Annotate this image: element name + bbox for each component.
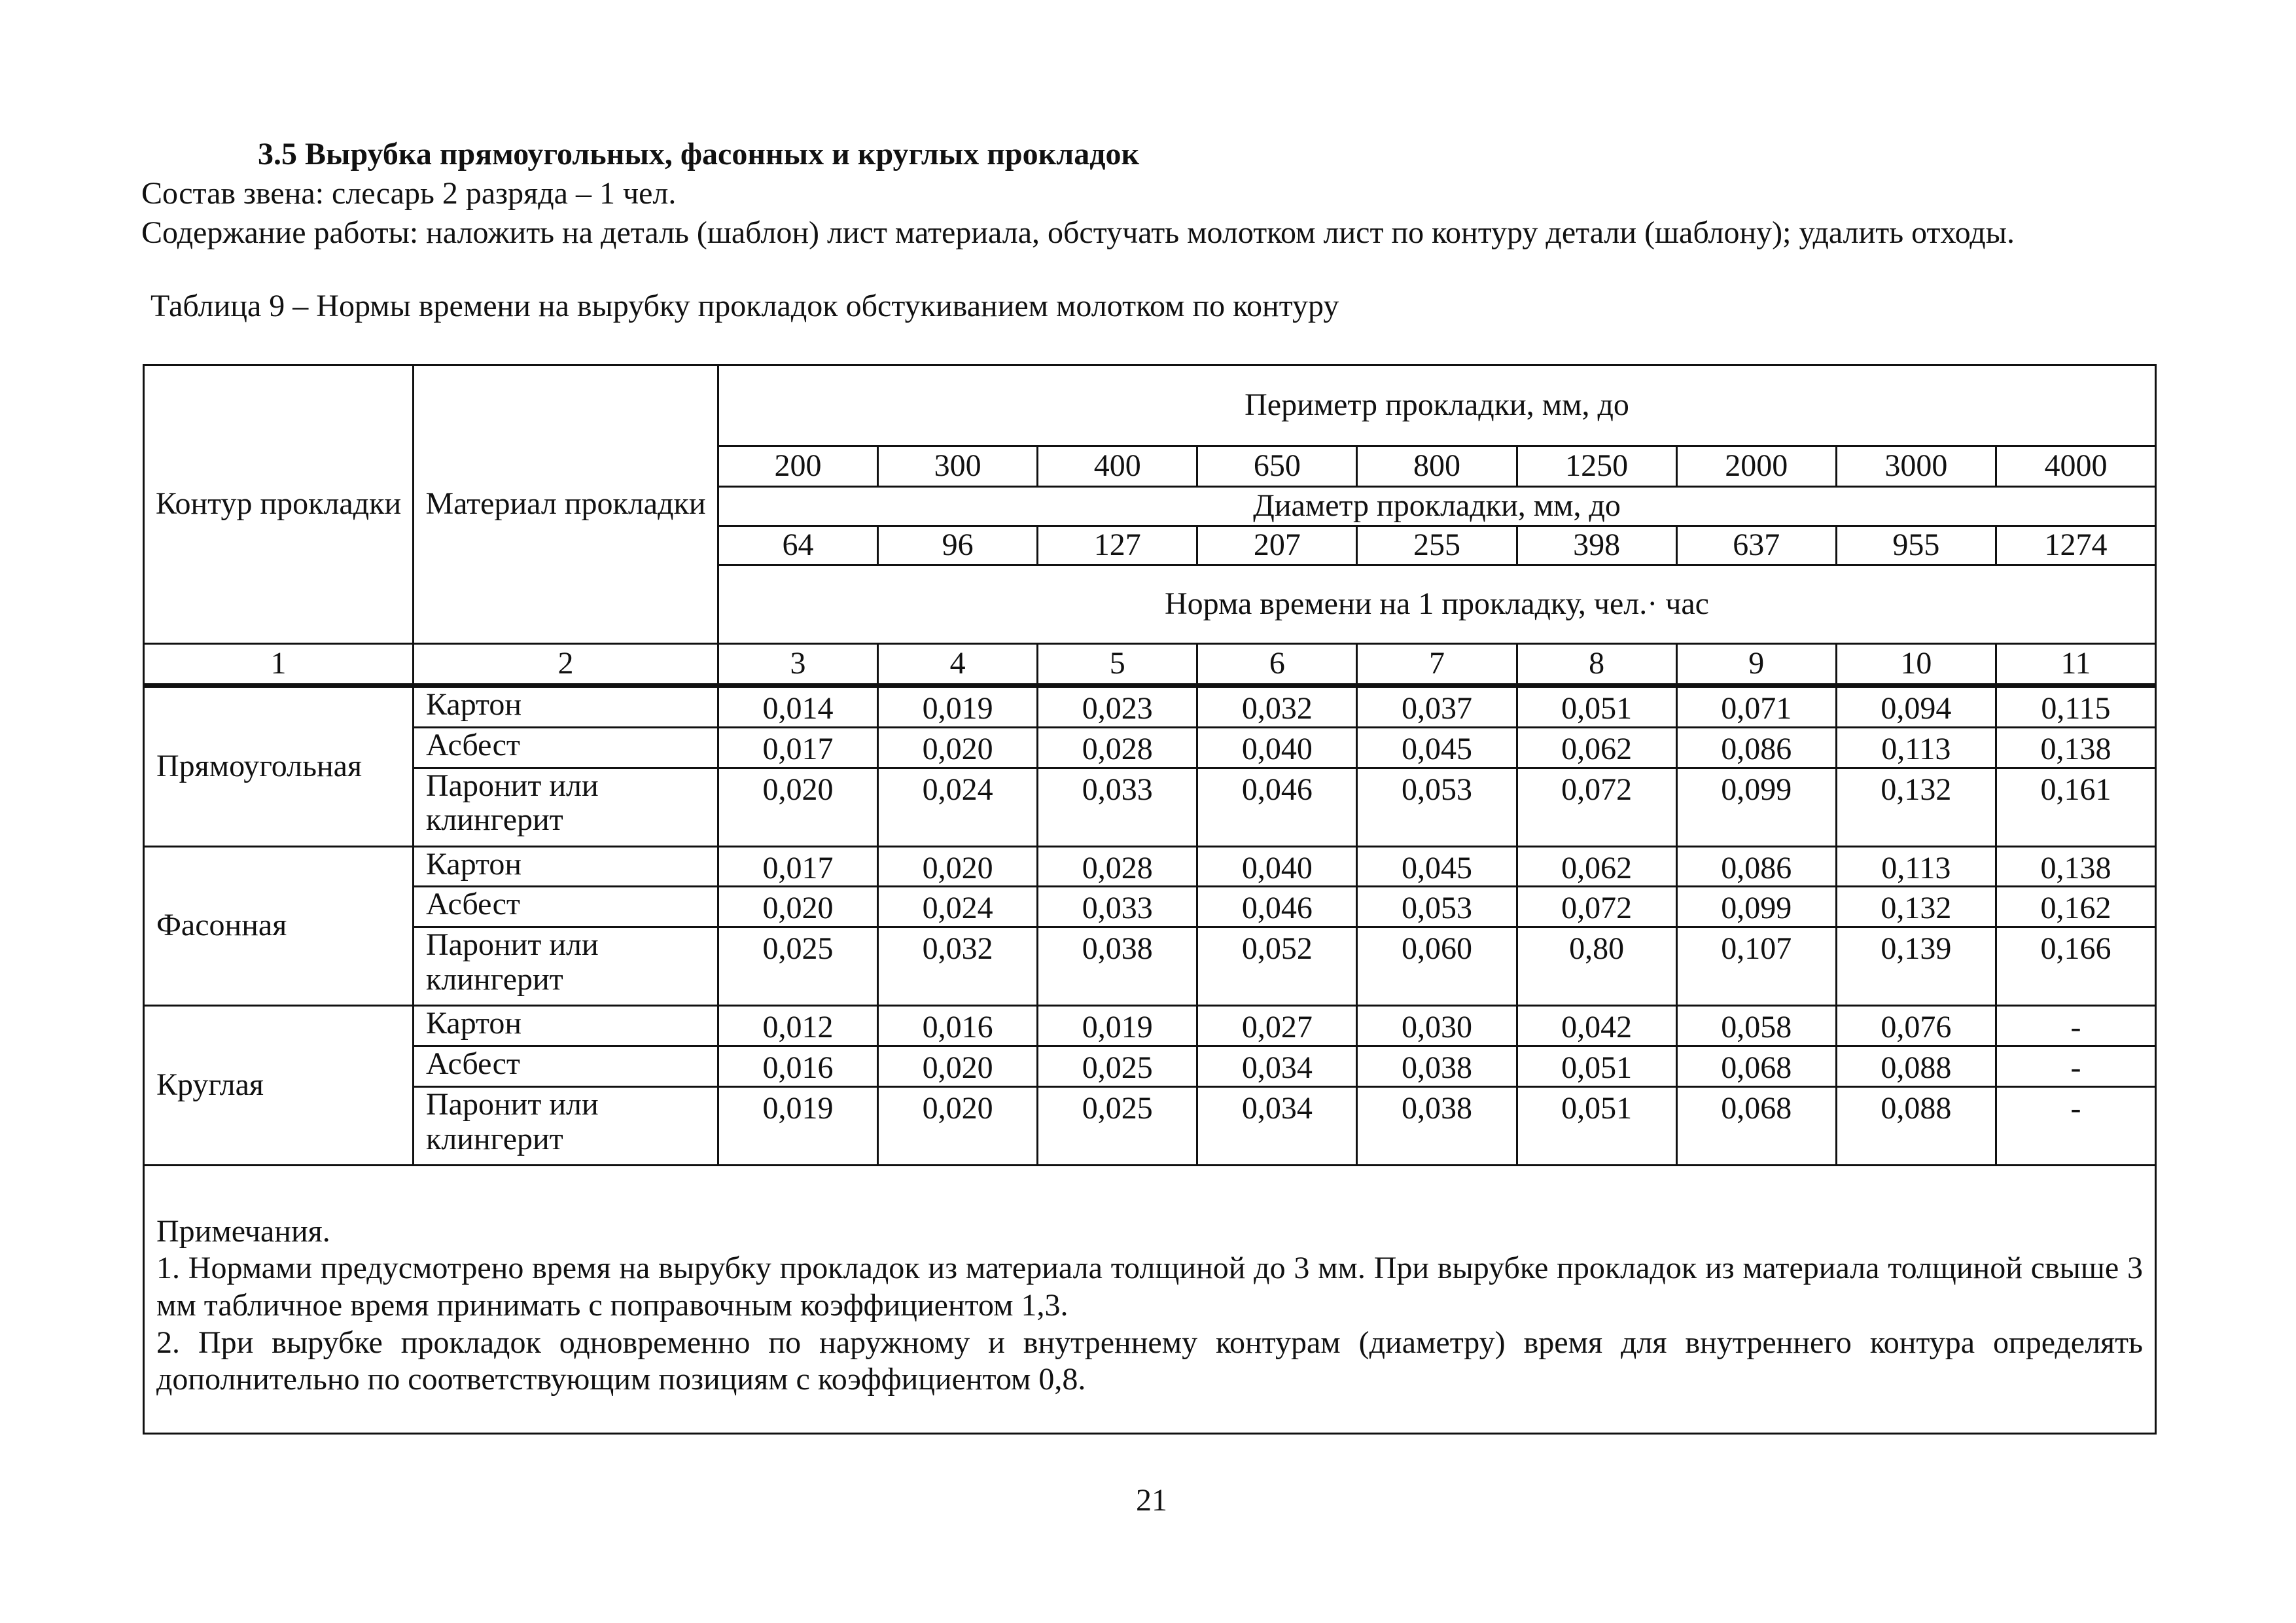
diameter-value: 64 — [718, 526, 878, 565]
column-number: 6 — [1197, 644, 1357, 686]
norm-value: 0,113 — [1836, 727, 1996, 768]
norm-value: 0,016 — [878, 1006, 1038, 1046]
norm-value: - — [1996, 1006, 2155, 1046]
diameter-value: 955 — [1836, 526, 1996, 565]
norm-value: 0,076 — [1836, 1006, 1996, 1046]
column-number: 1 — [144, 644, 414, 686]
header-diameter-title: Диаметр прокладки, мм, до — [718, 487, 2156, 526]
diameter-value: 398 — [1517, 526, 1676, 565]
notes-title: Примечания. — [156, 1213, 330, 1249]
table-row — [144, 1006, 2156, 1046]
column-number: 11 — [1996, 644, 2155, 686]
norm-value: 0,088 — [1836, 1046, 1996, 1086]
norm-value: 0,113 — [1836, 846, 1996, 887]
norm-value: 0,023 — [1038, 686, 1197, 728]
norm-value: 0,042 — [1517, 1006, 1676, 1046]
norms-table — [143, 364, 2157, 1435]
header-contour: Контур прокладки — [144, 365, 414, 644]
norm-value: 0,012 — [718, 1006, 878, 1046]
norm-value: 0,062 — [1517, 727, 1676, 768]
norm-value: 0,099 — [1676, 887, 1836, 927]
norm-value: 0,028 — [1038, 727, 1197, 768]
diameter-value: 127 — [1038, 526, 1197, 565]
norm-value: - — [1996, 1086, 2155, 1165]
norm-value: 0,045 — [1357, 846, 1517, 887]
norm-value: 0,038 — [1357, 1046, 1517, 1086]
norm-value: 0,094 — [1836, 686, 1996, 728]
material-cell: Асбест — [414, 1046, 718, 1086]
norm-value: 0,058 — [1676, 1006, 1836, 1046]
norm-value: 0,030 — [1357, 1006, 1517, 1046]
norm-value: 0,086 — [1676, 846, 1836, 887]
norm-value: 0,107 — [1676, 927, 1836, 1006]
norm-value: 0,020 — [878, 1046, 1038, 1086]
norm-value: 0,80 — [1517, 927, 1676, 1006]
header-material: Материал прокладки — [414, 365, 718, 644]
norm-value: 0,040 — [1197, 846, 1357, 887]
norm-value: 0,020 — [878, 846, 1038, 887]
note-item: 2. При вырубке прокладок одновременно по наружному и внутреннему контурам (диаметру) время для внутреннего контура определять дополнительно по соответствующим позициям с коэффициентом 0,8. — [156, 1325, 2143, 1397]
norm-value: 0,028 — [1038, 846, 1197, 887]
norm-value: 0,132 — [1836, 768, 1996, 846]
norm-value: 0,025 — [1038, 1086, 1197, 1165]
column-number: 3 — [718, 644, 878, 686]
table-row — [144, 927, 2156, 1006]
column-number: 2 — [414, 644, 718, 686]
norm-value: 0,166 — [1996, 927, 2155, 1006]
material-cell: Картон — [414, 686, 718, 728]
column-number: 4 — [878, 644, 1038, 686]
page-number: 21 — [1136, 1483, 1167, 1518]
section-heading: 3.5 Вырубка прямоугольных, фасонных и круглых прокладок — [258, 137, 1140, 171]
norm-value: 0,020 — [718, 887, 878, 927]
norm-value: 0,032 — [1197, 686, 1357, 728]
norm-value: 0,017 — [718, 727, 878, 768]
diameter-value: 637 — [1676, 526, 1836, 565]
norm-value: 0,024 — [878, 887, 1038, 927]
diameter-value: 96 — [878, 526, 1038, 565]
notes-row — [144, 1165, 2156, 1433]
work-content: Содержание работы: наложить на деталь (шаблон) лист материала, обстучать молотком лист по контуру детали (шаблону); удалить отходы. — [141, 215, 2015, 250]
norm-value: 0,060 — [1357, 927, 1517, 1006]
perimeter-value: 650 — [1197, 446, 1357, 487]
table-row — [144, 1086, 2156, 1165]
norm-value: 0,115 — [1996, 686, 2155, 728]
material-cell: Картон — [414, 1006, 718, 1046]
norm-value: 0,071 — [1676, 686, 1836, 728]
crew-composition: Состав звена: слесарь 2 разряда – 1 чел. — [141, 176, 677, 211]
norm-value: 0,051 — [1517, 1046, 1676, 1086]
perimeter-value: 300 — [878, 446, 1038, 487]
contour-cell: Фасонная — [144, 846, 414, 1006]
norm-value: 0,019 — [878, 686, 1038, 728]
norm-value: 0,020 — [718, 768, 878, 846]
norm-value: 0,088 — [1836, 1086, 1996, 1165]
diameter-value: 255 — [1357, 526, 1517, 565]
table-row — [144, 768, 2156, 846]
norm-value: 0,033 — [1038, 768, 1197, 846]
norm-value: 0,051 — [1517, 686, 1676, 728]
norm-value: 0,072 — [1517, 887, 1676, 927]
norm-value: 0,099 — [1676, 768, 1836, 846]
norm-value: - — [1996, 1046, 2155, 1086]
table-row — [144, 686, 2156, 728]
norm-value: 0,138 — [1996, 846, 2155, 887]
header-norm-title: Норма времени на 1 прокладку, чел.· час — [718, 565, 2156, 644]
diameter-value: 207 — [1197, 526, 1357, 565]
norm-value: 0,038 — [1357, 1086, 1517, 1165]
perimeter-value: 200 — [718, 446, 878, 487]
norm-value: 0,020 — [878, 727, 1038, 768]
material-cell: Паронит или клингерит — [414, 768, 718, 846]
material-cell: Паронит или клингерит — [414, 1086, 718, 1165]
norm-value: 0,025 — [1038, 1046, 1197, 1086]
contour-cell: Круглая — [144, 1006, 414, 1166]
norm-value: 0,014 — [718, 686, 878, 728]
perimeter-value: 4000 — [1996, 446, 2155, 487]
perimeter-value: 2000 — [1676, 446, 1836, 487]
notes-cell — [144, 1165, 2156, 1433]
material-cell: Картон — [414, 846, 718, 887]
norm-value: 0,038 — [1038, 927, 1197, 1006]
perimeter-value: 3000 — [1836, 446, 1996, 487]
material-cell: Асбест — [414, 887, 718, 927]
perimeter-value: 1250 — [1517, 446, 1676, 487]
norm-value: 0,068 — [1676, 1046, 1836, 1086]
norm-value: 0,072 — [1517, 768, 1676, 846]
norm-value: 0,053 — [1357, 768, 1517, 846]
norm-value: 0,138 — [1996, 727, 2155, 768]
norm-value: 0,027 — [1197, 1006, 1357, 1046]
column-number: 9 — [1676, 644, 1836, 686]
diameter-value: 1274 — [1996, 526, 2155, 565]
norm-value: 0,037 — [1357, 686, 1517, 728]
norm-value: 0,162 — [1996, 887, 2155, 927]
column-numbers-row — [144, 644, 2156, 686]
contour-cell: Прямоугольная — [144, 686, 414, 847]
norm-value: 0,034 — [1197, 1086, 1357, 1165]
norm-value: 0,161 — [1996, 768, 2155, 846]
table-caption: Таблица 9 – Нормы времени на вырубку прокладок обстукиванием молотком по контуру — [150, 289, 1339, 323]
norm-value: 0,046 — [1197, 887, 1357, 927]
norm-value: 0,062 — [1517, 846, 1676, 887]
norm-value: 0,053 — [1357, 887, 1517, 927]
norm-value: 0,019 — [718, 1086, 878, 1165]
table-row — [144, 1046, 2156, 1086]
perimeter-value: 800 — [1357, 446, 1517, 487]
table-row — [144, 887, 2156, 927]
norm-value: 0,025 — [718, 927, 878, 1006]
norm-value: 0,019 — [1038, 1006, 1197, 1046]
header-row-perimeter-title — [144, 365, 2156, 446]
norm-value: 0,033 — [1038, 887, 1197, 927]
table-row — [144, 846, 2156, 887]
norm-value: 0,046 — [1197, 768, 1357, 846]
column-number: 7 — [1357, 644, 1517, 686]
norm-value: 0,020 — [878, 1086, 1038, 1165]
norm-value: 0,051 — [1517, 1086, 1676, 1165]
column-number: 8 — [1517, 644, 1676, 686]
norm-value: 0,016 — [718, 1046, 878, 1086]
norm-value: 0,032 — [878, 927, 1038, 1006]
column-number: 5 — [1038, 644, 1197, 686]
norm-value: 0,068 — [1676, 1086, 1836, 1165]
norm-value: 0,052 — [1197, 927, 1357, 1006]
norm-value: 0,040 — [1197, 727, 1357, 768]
table-row — [144, 727, 2156, 768]
norm-value: 0,139 — [1836, 927, 1996, 1006]
perimeter-value: 400 — [1038, 446, 1197, 487]
norm-value: 0,086 — [1676, 727, 1836, 768]
norm-value: 0,024 — [878, 768, 1038, 846]
norm-value: 0,132 — [1836, 887, 1996, 927]
note-item: 1. Нормами предусмотрено время на вырубку прокладок из материала толщиной до 3 мм. При вырубке прокладок из материала толщиной свыше 3 мм табличное время принимать с поправочным коэффициентом 1,3. — [156, 1251, 2143, 1323]
norm-value: 0,017 — [718, 846, 878, 887]
header-perimeter-title: Периметр прокладки, мм, до — [718, 365, 2156, 446]
column-number: 10 — [1836, 644, 1996, 686]
material-cell: Паронит или клингерит — [414, 927, 718, 1006]
norm-value: 0,034 — [1197, 1046, 1357, 1086]
norm-value: 0,045 — [1357, 727, 1517, 768]
material-cell: Асбест — [414, 727, 718, 768]
